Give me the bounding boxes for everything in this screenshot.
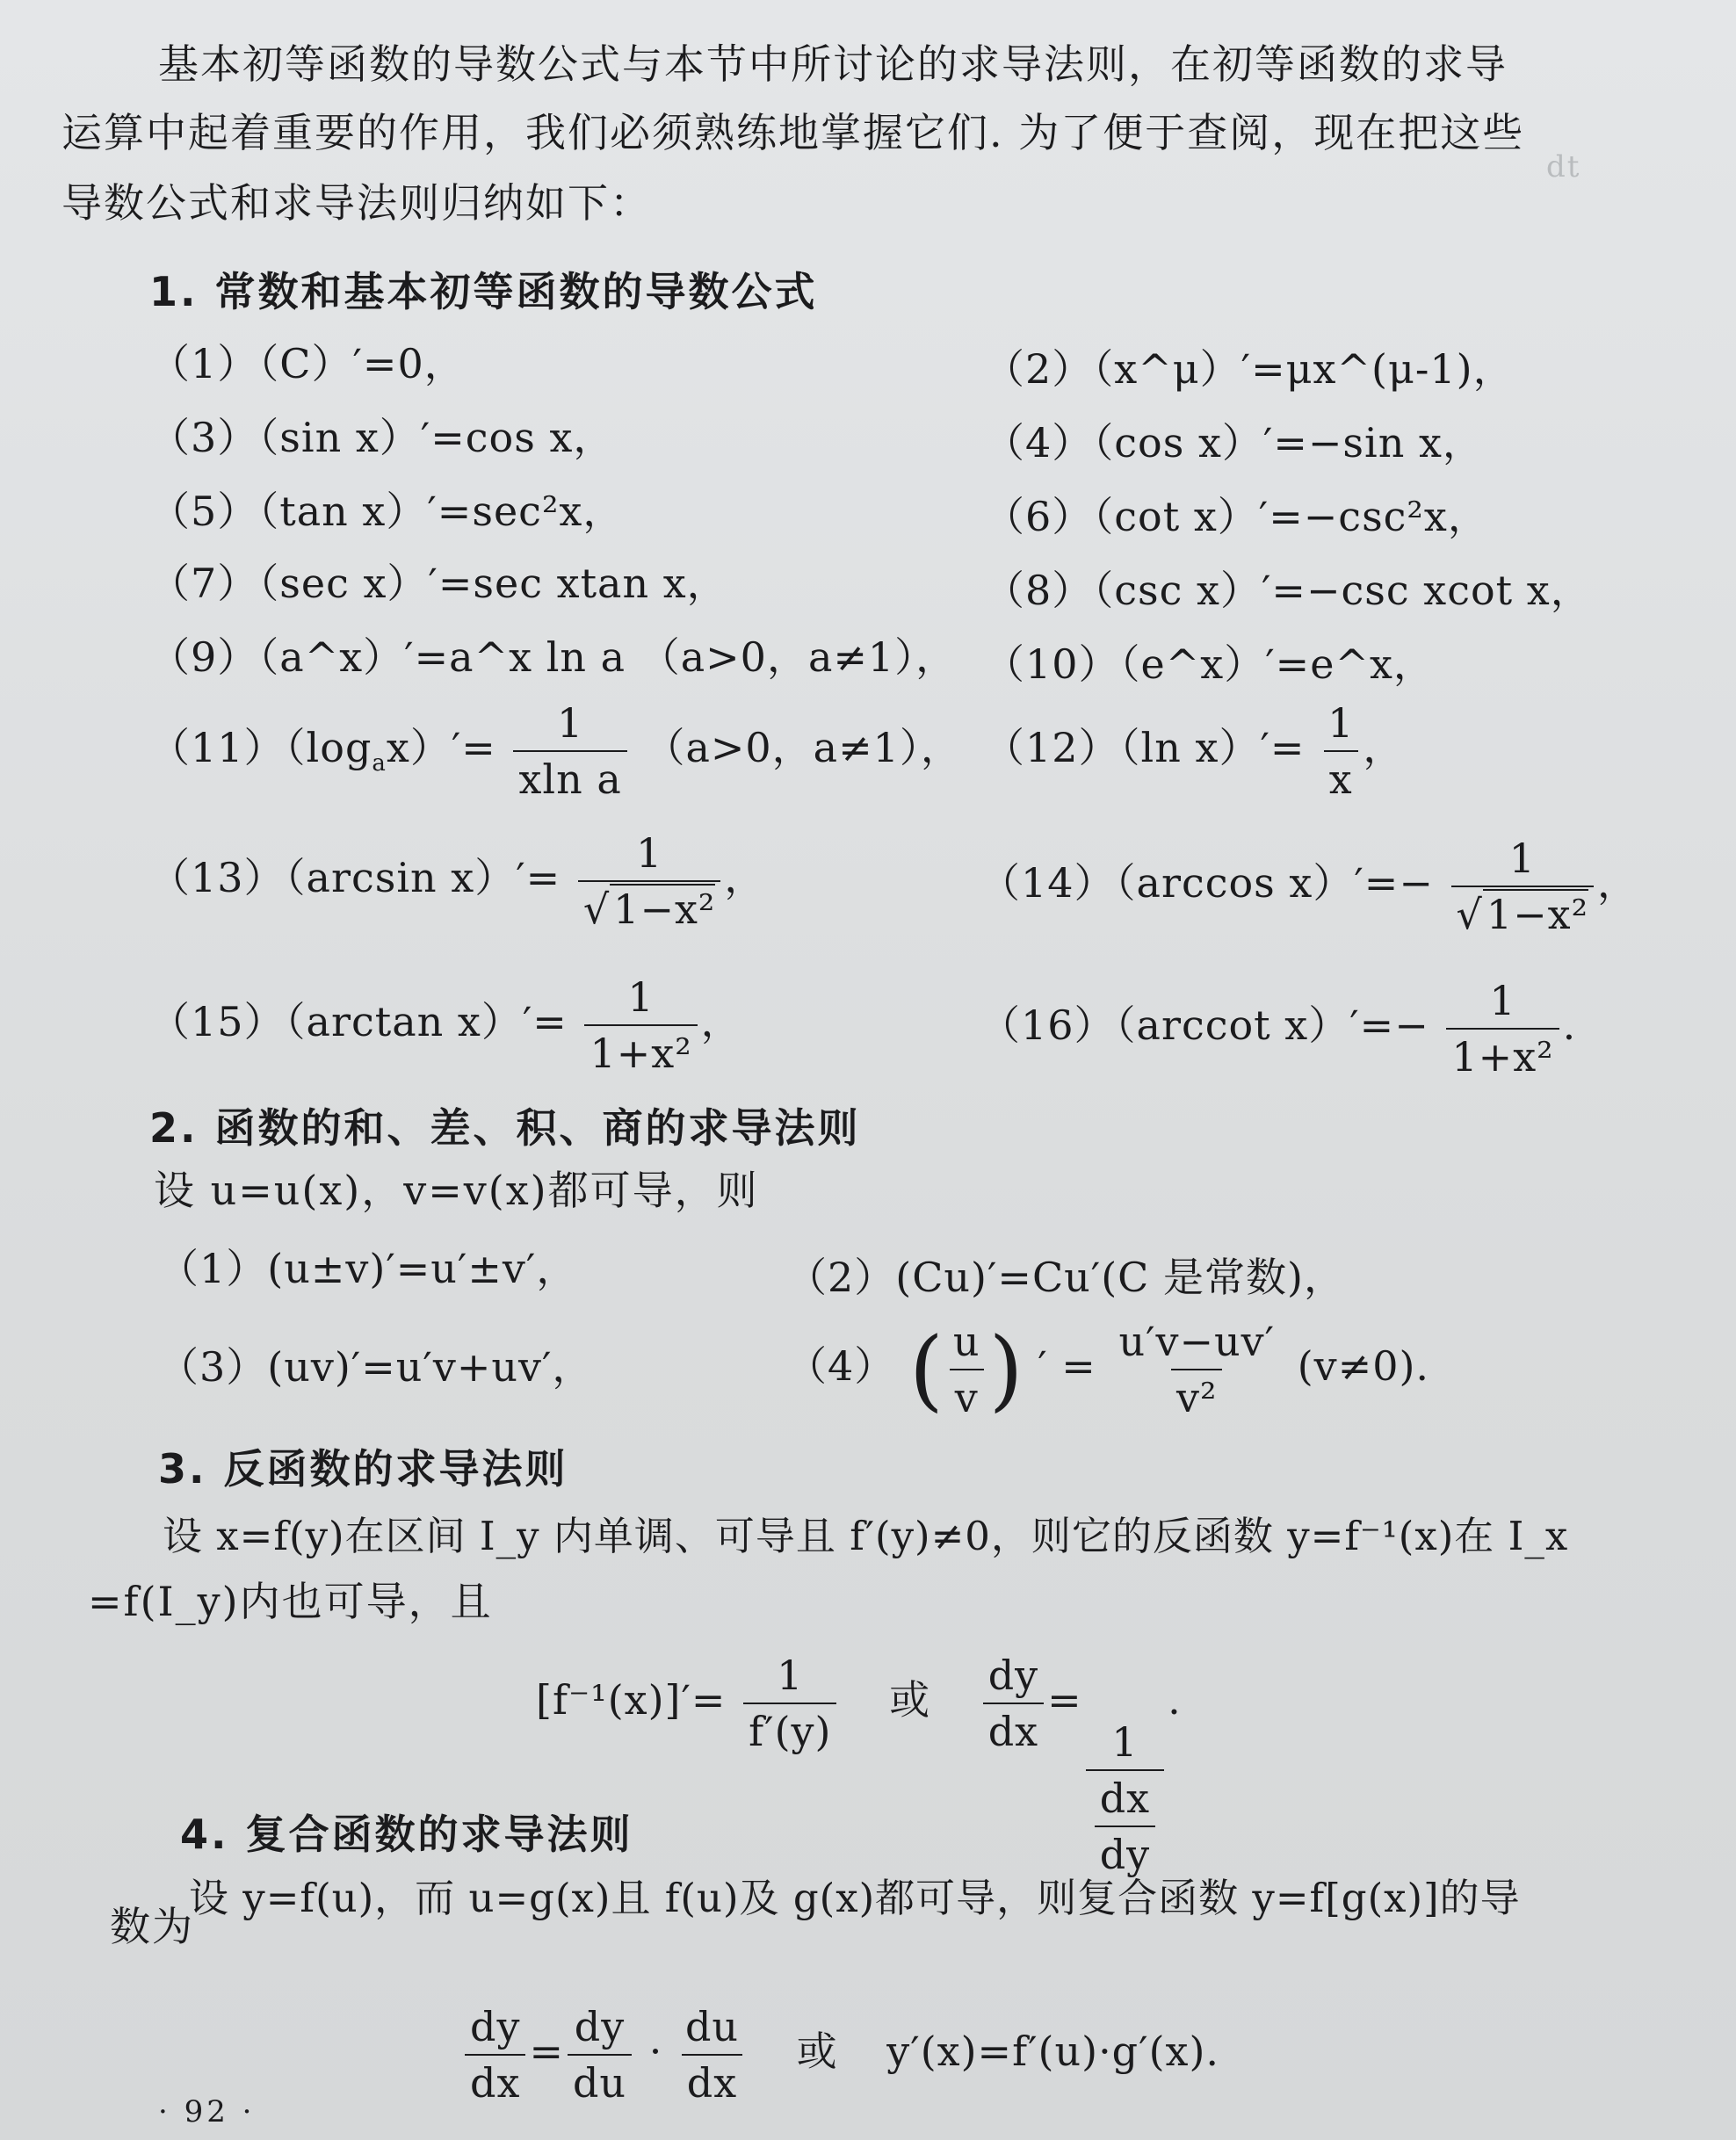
chain-rule-formula: $\frac{dy}{dx}$ = $\frac{dy}{du}$ · $\frac{du}{dx}$ 或 y′(x)=f′(u)·g′(x). [461, 2003, 1219, 2107]
rule-2-4: （4） ( $\frac{u}{v}$ ) ′ = $\frac{u'v-uv'}{\text{v²}}$ (v≠0). [786, 1318, 1430, 1421]
section-4-line-2: 数为 [110, 1903, 194, 1950]
formula-12: （12）（ln x）′= $\frac{1}{x}$ ， [984, 699, 1405, 803]
formula-8: （8）（csc x）′=−csc xcot x， [984, 567, 1592, 614]
fraction: $\frac{1}{f'(y)}$ [743, 1652, 836, 1755]
section-3-heading: 3. 反函数的求导法则 [158, 1445, 568, 1493]
formula-16: （16）（arccot x）′=− $\frac{1}{\text{1+x²}}$ . [980, 977, 1577, 1081]
fraction: $\frac{u}{v}$ [948, 1318, 986, 1421]
formula-14: （14）（arccos x）′=− $\frac{1}{\text{√1−x²}}$ ， [980, 835, 1639, 938]
formula-10: （10）（e^x）′=e^x， [984, 640, 1435, 688]
fraction: $\frac{du}{dx}$ [680, 2003, 744, 2107]
fraction: 1 $\frac{dx}{dy}$ [1086, 1718, 1164, 1878]
fraction: $\frac{1}{x}$ [1322, 699, 1359, 803]
intro-line-3: 导数公式和求导法则归纳如下： [61, 179, 652, 227]
rule-2-1: （1）(u±v)′=u′±v′， [158, 1245, 578, 1292]
section-4-line-1: 设 y=f(u)，而 u=g(x)且 f(u)及 g(x)都可导，则复合函数 y=f[g(x)]的导 [189, 1875, 1521, 1921]
bleed-through-text: dt [1546, 149, 1581, 184]
formula-13: （13）（arcsin x）′= $\frac{1}{\text{√1−x²}}$ ， [149, 829, 766, 933]
page-number: · 92 · [158, 2094, 256, 2129]
section-3-line-1: 设 x=f(y)在区间 I_y 内单调、可导且 f′(y)≠0，则它的反函数 y=f⁻¹(x)在 I_x [163, 1513, 1569, 1559]
fraction: $\frac{1}{\text{√1−x²}}$ [1451, 835, 1595, 938]
rule-2-2: （2）(Cu)′=Cu′(C 是常数)， [786, 1254, 1345, 1301]
intro-line-2: 运算中起着重要的作用，我们必须熟练地掌握它们. 为了便于查阅，现在把这些 [61, 109, 1525, 156]
formula-11: $(11)(\log_ax)'=$ $\frac{1}{\text{xln a}}$ （a>0，a≠1）， [149, 699, 962, 803]
formula-7: （7）（sec x）′=sec xtan x， [149, 560, 728, 607]
formula-4: （4）（cos x）′=−sin x， [984, 419, 1484, 466]
fraction: $\frac{u'v-uv'}{\text{v²}}$ [1118, 1318, 1276, 1421]
fraction: $\frac{dy}{dx}$ [465, 2003, 525, 2107]
fraction: $\frac{dy}{dx}$ [983, 1652, 1044, 1755]
inverse-formula: [f⁻¹(x)]′= $\frac{1}{f'(y)}$ 或 $\frac{dy}{dx}$ = 1 $\frac{dx}{dy}$ . [536, 1652, 1182, 1878]
section-2-heading: 2. 函数的和、差、积、商的求导法则 [149, 1104, 861, 1152]
formula-9: （9）（a^x）′=a^x ln a （a>0，a≠1）， [149, 633, 958, 681]
fraction: $\frac{1}{\text{1+x²}}$ [1446, 977, 1559, 1081]
fraction: $\frac{1}{\text{xln a}}$ [513, 699, 626, 803]
formula-5: （5）（tan x）′=sec²x， [149, 488, 625, 535]
section-3-line-2: =f(I_y)内也可导，且 [88, 1578, 493, 1625]
rule-2-3: （3）(uv)′=u′v+uv′， [158, 1343, 594, 1391]
fraction: $\frac{1}{\text{√1−x²}}$ [578, 829, 721, 933]
formula-3: （3）（sin x）′=cos x， [149, 414, 615, 461]
formula-6: （6）（cot x）′=−csc²x， [984, 493, 1489, 540]
fraction: $\frac{1}{\text{1+x²}}$ [584, 973, 697, 1077]
intro-line-1: 基本初等函数的导数公式与本节中所讨论的求导法则，在初等函数的求导 [158, 40, 1508, 88]
section-4-heading: 4. 复合函数的求导法则 [180, 1811, 633, 1858]
fraction: $\frac{dy}{du}$ [568, 2003, 632, 2107]
section-2-intro: 设 u=u(x)，v=v(x)都可导，则 [154, 1167, 759, 1214]
formula-2: （2）（x^μ）′=μx^(μ-1)， [984, 345, 1515, 393]
formula-1: （1）（C）′=0， [149, 340, 466, 387]
section-1-heading: 1. 常数和基本初等函数的导数公式 [149, 268, 818, 315]
formula-15: （15）（arctan x）′= $\frac{1}{\text{1+x²}}$ ， [149, 973, 742, 1077]
